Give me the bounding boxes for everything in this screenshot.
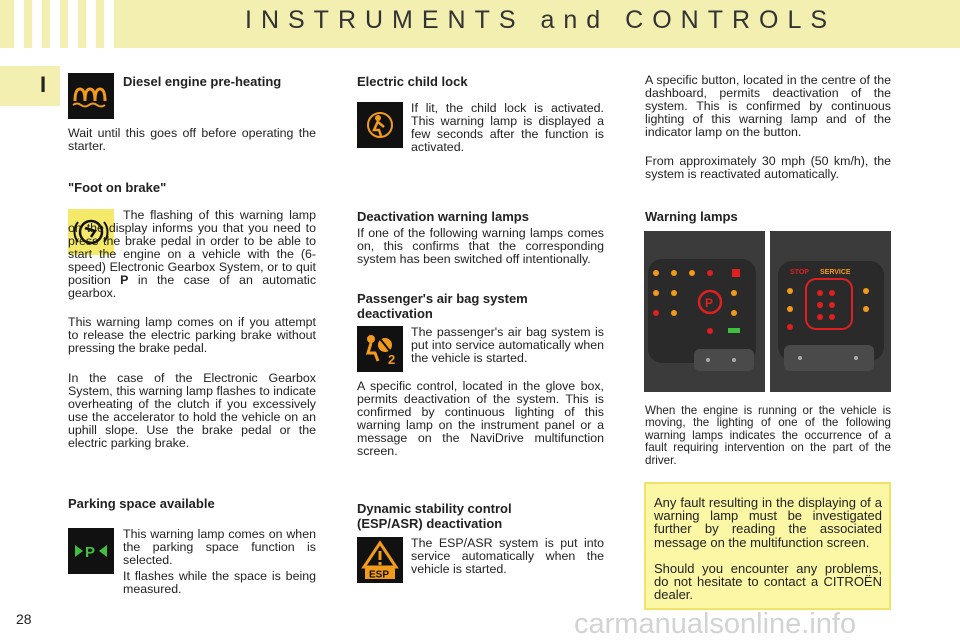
parking-heading: Parking space available	[68, 496, 215, 511]
intro-text-1: A specific button, located in the centre of the dashboard, permits deactivation of the system. This is confirmed by continuous lighting of this warning lamp and of the indicator lamp on the button.	[645, 73, 891, 139]
foot-brake-heading: "Foot on brake"	[68, 180, 167, 195]
header-stripe	[32, 0, 42, 48]
airbag-text-1: The passenger's air bag system is put into service automatically when the vehicle is started.	[411, 325, 604, 365]
svg-text:ESP: ESP	[369, 569, 390, 580]
header-stripe	[86, 0, 96, 48]
foot-brake-text-1: The flashing of this warning lamp on the display informs you that you need to press the brake pedal in order to be able to start the engine on a vehicle with the (6-speed) Electronic Gearbox System, or to quit position P in the case of an automatic gearbox.	[68, 208, 317, 300]
svg-text:2: 2	[388, 352, 396, 367]
parking-text-1: This warning lamp comes on when the parking space function is selected.	[123, 527, 316, 567]
photo-service-label: SERVICE	[820, 269, 851, 276]
photo-stop-label: STOP	[790, 269, 809, 276]
child-lock-text: If lit, the child lock is activated. This warning lamp is displayed a few seconds after the function is activated.	[411, 101, 604, 154]
chapter-tab	[0, 66, 60, 106]
parking-text-2: It flashes while the space is being measured.	[123, 569, 316, 596]
chapter-letter: I	[40, 72, 47, 97]
header-stripe	[68, 0, 78, 48]
note-text-1: Any fault resulting in the displaying of a warning lamp must be investigated further by reading the associated message on the multifunction screen.	[654, 495, 882, 550]
child-lock-icon	[357, 102, 403, 148]
warning-lamps-heading: Warning lamps	[645, 209, 738, 224]
diesel-text: Wait until this goes off before operating the starter.	[68, 126, 316, 153]
parking-space-icon	[68, 528, 114, 574]
foot-brake-text-3: In the case of the Electronic Gearbox System, this warning lamp flashes to indicate overheating of the clutch if you excessively use the accelerator to hold the vehicle on an uphill slope. Use the brake pedal or the electric parking brake.	[68, 371, 316, 450]
diesel-heading: Diesel engine pre-heating	[123, 74, 282, 89]
svg-text:P: P	[85, 544, 96, 561]
airbag-heading: Passenger's air bag system deactivation	[357, 291, 528, 321]
instrument-panel-photo-left	[644, 231, 765, 392]
page-header	[0, 0, 960, 48]
page-title: INSTRUMENTS and CONTROLS	[245, 6, 837, 34]
page-number: 28	[16, 611, 32, 627]
child-lock-heading: Electric child lock	[357, 74, 468, 89]
airbag-off-icon	[357, 326, 403, 372]
warning-lamps-text: When the engine is running or the vehicle is moving, the lighting of one of the following warning lamps indicates the occurrence of a fault requiring intervention on the part of the driver.	[645, 404, 891, 467]
header-stripe	[14, 0, 24, 48]
svg-text:P: P	[705, 296, 714, 310]
airbag-text-2: A specific control, located in the glove box, permits deactivation of the system. This is confirmed by continuous lighting of this warning lamp on the instrument panel or a message on the NaviDrive multifunction screen.	[357, 379, 604, 458]
header-stripe	[50, 0, 60, 48]
intro-text-2: From approximately 30 mph (50 km/h), the system is reactivated automatically.	[645, 154, 891, 181]
deactivation-text: If one of the following warning lamps comes on, this confirms that the corresponding system has been switched off intentionally.	[357, 226, 604, 266]
header-stripe	[104, 0, 114, 48]
note-text-2: Should you encounter any problems, do not hesitate to contact a CITROËN dealer.	[654, 561, 882, 603]
instrument-panel-photo-right	[770, 231, 891, 392]
deactivation-heading: Deactivation warning lamps	[357, 209, 529, 224]
foot-brake-text-2: This warning lamp comes on if you attempt to release the electric parking brake without pressing the brake pedal.	[68, 315, 316, 355]
glow-plug-icon	[68, 73, 114, 119]
esp-heading: Dynamic stability control (ESP/ASR) deactivation	[357, 501, 512, 531]
fault-note-box	[644, 482, 891, 610]
esp-warning-icon	[357, 537, 403, 583]
watermark-url: carmanualsonline.info	[574, 608, 857, 640]
esp-text: The ESP/ASR system is put into service automatically when the vehicle is started.	[411, 536, 604, 576]
header-stripes	[0, 0, 115, 48]
